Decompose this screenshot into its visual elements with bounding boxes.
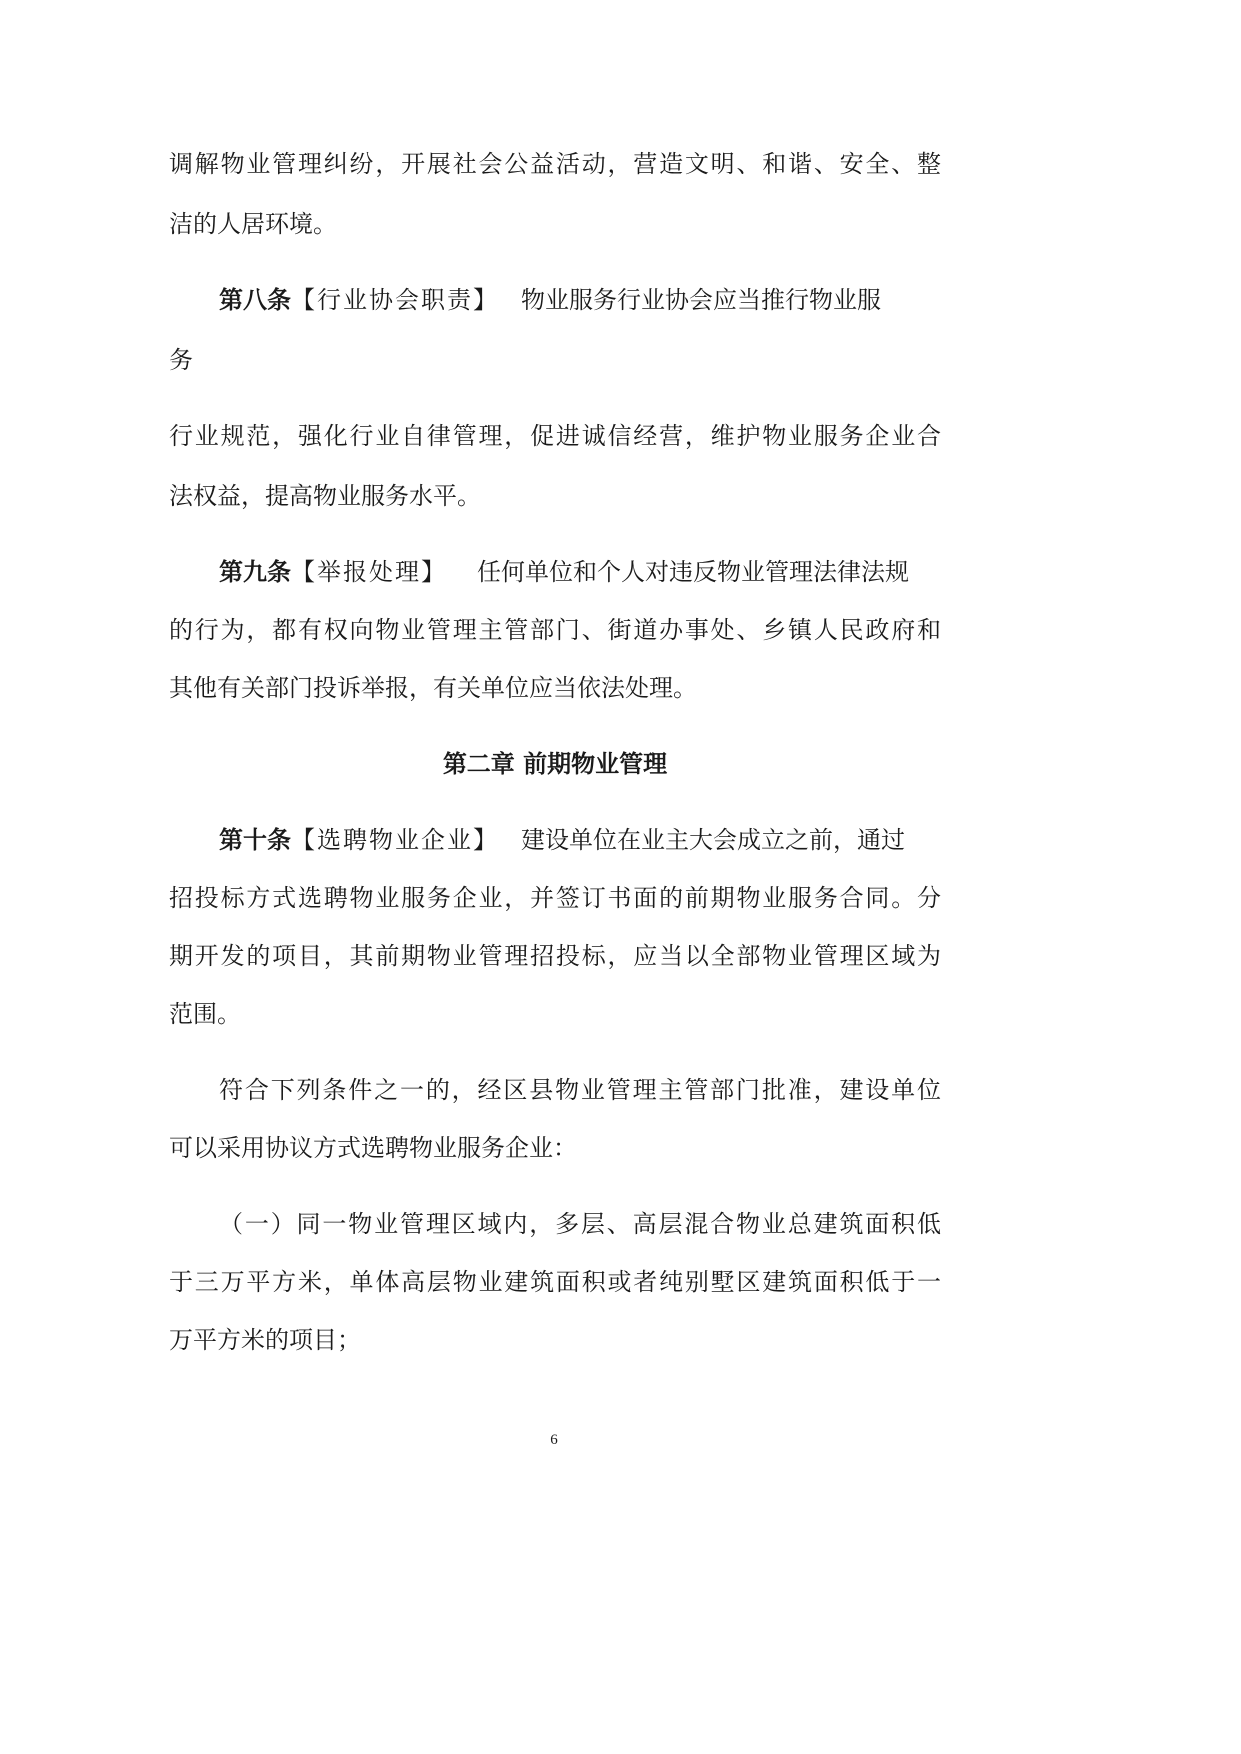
article-number: 第八条 xyxy=(219,286,291,314)
paragraph-line: 期开发的项目，其前期物业管理招投标，应当以全部物业管理区域为 xyxy=(169,942,941,970)
article-8-first-line xyxy=(219,280,941,320)
article-tag: 【举报处理】 xyxy=(291,558,447,586)
paragraph-line: 洁的人居环境。 xyxy=(169,210,337,238)
paragraph-line: 的行为，都有权向物业管理主管部门、街道办事处、乡镇人民政府和 xyxy=(169,616,941,644)
paragraph-line: 调解物业管理纠纷，开展社会公益活动，营造文明、和谐、安全、整 xyxy=(169,150,941,178)
paragraph-line: 法权益，提高物业服务水平。 xyxy=(169,482,481,510)
article-text: 物业服务行业协会应当推行物业服 xyxy=(521,286,881,314)
paragraph-line: 行业规范，强化行业自律管理，促进诚信经营，维护物业服务企业合 xyxy=(169,422,941,450)
article-text: 任何单位和个人对违反物业管理法律法规 xyxy=(477,558,909,586)
paragraph-line: 务 xyxy=(169,346,193,374)
paragraph-line: 符合下列条件之一的，经区县物业管理主管部门批准，建设单位 xyxy=(219,1076,941,1104)
paragraph-line: 范围。 xyxy=(169,1000,241,1028)
article-number: 第九条 xyxy=(219,558,291,586)
article-number: 第十条 xyxy=(219,826,291,854)
paragraph-line: 招投标方式选聘物业服务企业，并签订书面的前期物业服务合同。分 xyxy=(169,884,941,912)
list-item-line: 万平方米的项目； xyxy=(169,1326,361,1354)
chapter-heading: 第二章 前期物业管理 xyxy=(442,750,668,778)
article-9-first-line xyxy=(219,552,941,592)
page-number: 6 xyxy=(550,1432,558,1448)
paragraph-line: 其他有关部门投诉举报，有关单位应当依法处理。 xyxy=(169,674,697,702)
article-text: 建设单位在业主大会成立之前，通过 xyxy=(521,826,905,854)
article-10-first-line xyxy=(219,820,941,860)
list-item-line: 于三万平方米，单体高层物业建筑面积或者纯别墅区建筑面积低于一 xyxy=(169,1268,941,1296)
article-tag: 【选聘物业企业】 xyxy=(291,826,499,854)
list-item-line: （一）同一物业管理区域内，多层、高层混合物业总建筑面积低 xyxy=(219,1210,941,1238)
article-tag: 【行业协会职责】 xyxy=(291,286,499,314)
paragraph-line: 可以采用协议方式选聘物业服务企业： xyxy=(169,1134,577,1162)
